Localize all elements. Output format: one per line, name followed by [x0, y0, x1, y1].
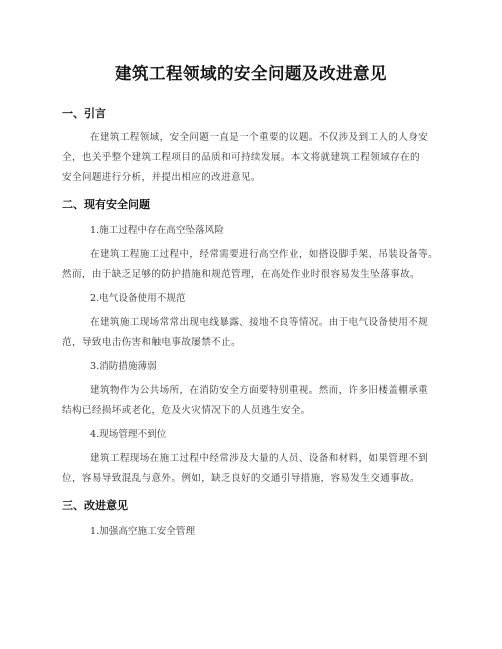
section-heading-intro: 一、引言 — [62, 107, 106, 120]
section-heading-suggestions: 三、改进意见 — [62, 499, 128, 512]
issue-2-line-1: 在建筑施工现场常常出现电线暴露、接地不良等情况。由于电气设备使用不规 — [90, 317, 429, 328]
suggestion-1-label: 1.加强高空施工安全管理 — [90, 526, 196, 537]
intro-line-2: 全，也关乎整个建筑工程项目的品质和可持续发展。本文将就建筑工程领域存在的 — [62, 152, 420, 163]
issue-4-line-1: 建筑工程现场在施工过程中经常涉及大量的人员、设备和材料，如果管理不到 — [90, 453, 429, 464]
issue-3-line-1: 建筑物作为公共场所，在消防安全方面要特别重视。然而，许多旧楼盖棚承重 — [90, 385, 429, 396]
intro-line-3: 安全问题进行分析，并提出相应的改进意见。 — [62, 172, 261, 183]
issue-4-line-2: 位，容易导致混乱与意外。例如，缺乏良好的交通引导措施，容易发生交通事故。 — [62, 473, 420, 484]
issue-3-label: 3.消防措施薄弱 — [90, 361, 157, 372]
document-title: 建筑工程领域的安全问题及改进意见 — [115, 64, 387, 83]
issue-2-label: 2.电气设备使用不规范 — [90, 293, 186, 304]
issue-4-label: 4.现场管理不到位 — [90, 429, 167, 440]
issue-1-line-1: 在建筑工程施工过程中，经常需要进行高空作业，如搭设脚手架、吊装设备等。 — [90, 249, 439, 260]
issue-1-label: 1.施工过程中存在高空坠落风险 — [90, 225, 224, 236]
section-heading-issues: 二、现有安全问题 — [62, 198, 150, 211]
issue-1-line-2: 然而，由于缺乏足够的防护措施和规范管理，在高处作业时很容易发生坠落事故。 — [62, 269, 420, 280]
intro-line-1: 在建筑工程领域，安全问题一直是一个重要的议题。不仅涉及到工人的人身安 — [90, 132, 429, 143]
issue-2-line-2: 范，导致电击伤害和触电事故屡禁不止。 — [62, 337, 241, 348]
issue-3-line-2: 结构已经损坏或老化，危及火灾情况下的人员逃生安全。 — [62, 405, 311, 416]
